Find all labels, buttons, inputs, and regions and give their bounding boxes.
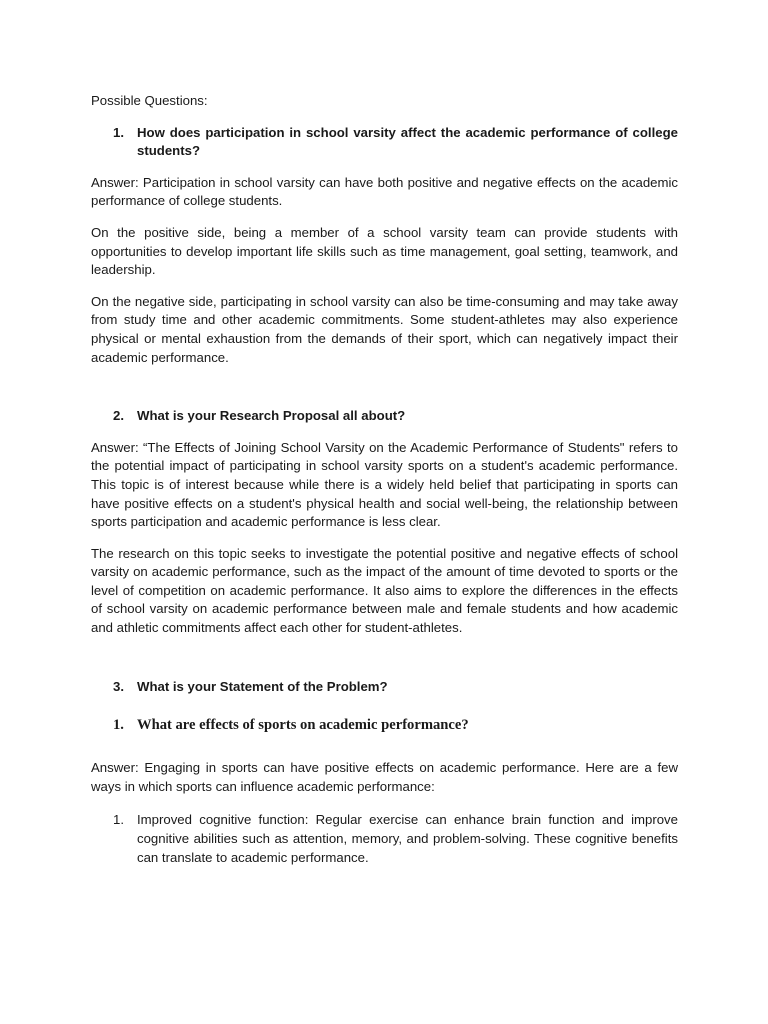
question-1-number: 1.: [113, 124, 124, 140]
q2-answer-paragraph: The research on this topic seeks to investigate the potential positive and negative effects of school varsity on academic performance, such as the impact of the amount of time devoted to sports or the level of competition on academic performance. It also aims to explore the differences in the effects of school varsity on academic performance between male and female students and how academic and athletic commitments affect each other for student-athletes.: [91, 545, 678, 636]
list-item-number: 1.: [113, 812, 124, 828]
question-1-text: How does participation in school varsity affect the academic performance of college students?: [137, 124, 678, 159]
q1-answer-paragraph: On the negative side, participating in school varsity can also be time-consuming and may take away from study time and other academic commitments. Some student-athletes may also experience physical or mental exhaustion from the demands of their sport, which can negatively impact their academic performance.: [91, 293, 678, 365]
q1-answer-paragraph: On the positive side, being a member of a school varsity team can provide students with opportunities to develop important life skills such as time management, goal setting, teamwork, and leadership.: [91, 224, 678, 278]
list-item-text: Improved cognitive function: Regular exercise can enhance brain function and improve cognitive abilities such as attention, memory, and problem-solving. These cognitive benefits can translate to academic performance.: [137, 812, 678, 865]
sub-question-number: 1.: [113, 717, 124, 734]
sub-question: [91, 716, 678, 735]
list-item: [91, 811, 678, 867]
question-3-number: 3.: [113, 678, 124, 694]
question-2-number: 2.: [113, 408, 124, 424]
question-3: [91, 678, 678, 697]
question-2: [91, 407, 678, 426]
sub-question-text: What are effects of sports on academic performance?: [137, 717, 469, 734]
question-3-text: What is your Statement of the Problem?: [137, 678, 388, 694]
document-heading: Possible Questions:: [91, 93, 208, 108]
q2-answer-paragraph: Answer: “The Effects of Joining School Varsity on the Academic Performance of Students" refers to the potential impact of participating in school varsity sports on a student's academic performance. This topic is of interest because while there is a widely held belief that participating in sports can have positive effects on a student's physical health and social well-being, the relationship between sports participation and academic performance is less clear.: [91, 439, 678, 530]
question-1: [91, 124, 678, 161]
q3-answer-intro: Answer: Engaging in sports can have positive effects on academic performance. Here are a few ways in which sports can influence academic performance:: [91, 760, 678, 794]
question-2-text: What is your Research Proposal all about?: [137, 408, 406, 424]
document-page: [91, 92, 678, 867]
q1-answer-paragraph: Answer: Participation in school varsity can have both positive and negative effects on the academic performance of college students.: [91, 174, 678, 209]
